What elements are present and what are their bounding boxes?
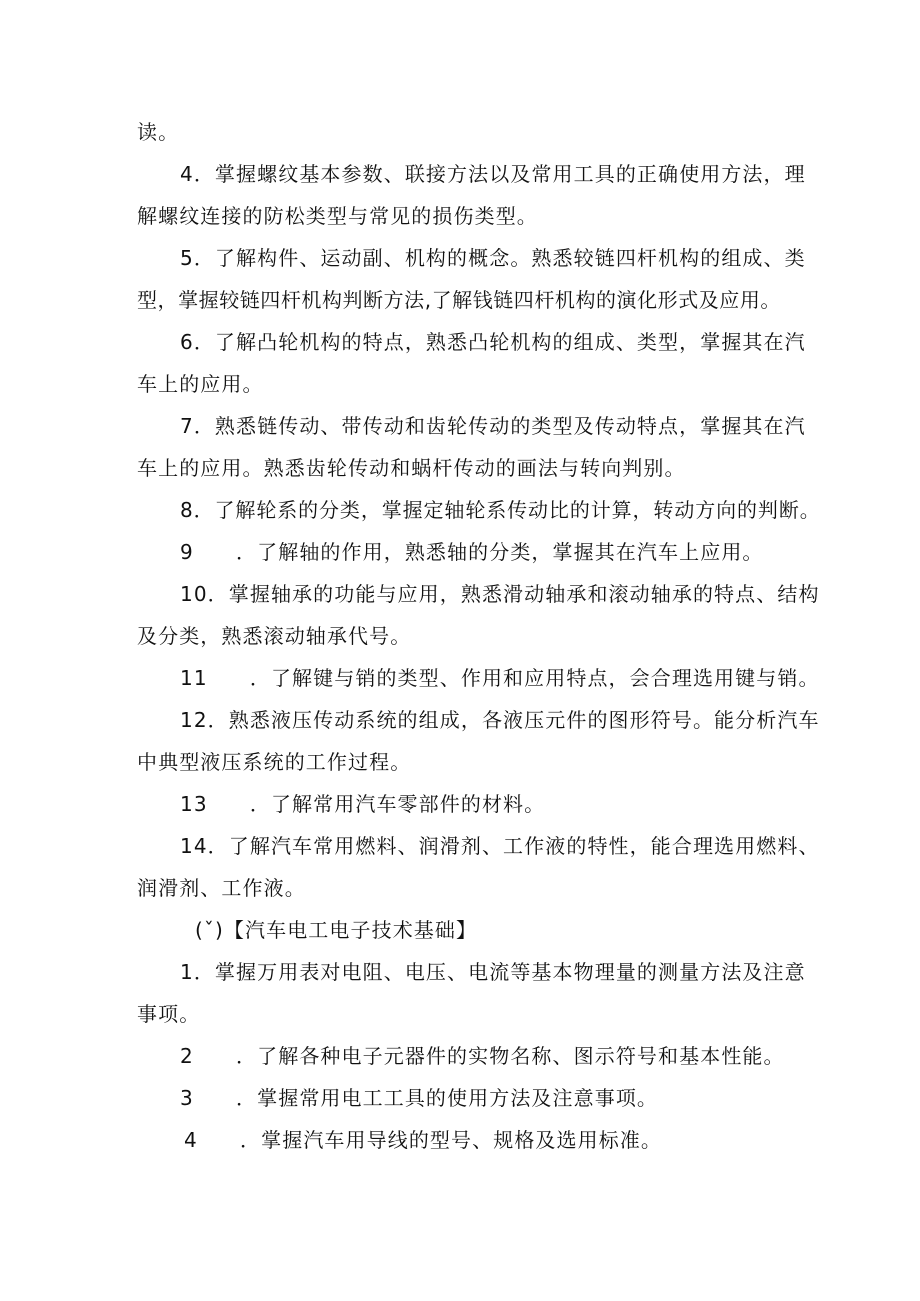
- text-line: 型，掌握较链四杆机构判断方法,了解钱链四杆机构的演化形式及应用。: [137, 288, 781, 312]
- list-item-10: 10．掌握轴承的功能与应用，熟悉滑动轴承和滚动轴承的特点、结构: [180, 582, 820, 606]
- text-line: 读。: [137, 120, 180, 144]
- text-line: 解螺纹连接的防松类型与常见的损伤类型。: [137, 204, 538, 228]
- list-item-11: 11 ．了解键与销的类型、作用和应用特点，会合理选用键与销。: [180, 666, 820, 690]
- text-line: 中典型液压系统的工作过程。: [137, 750, 412, 774]
- section-heading: (ˇ)【汽车电工电子技术基础】: [195, 918, 478, 942]
- list-item-9: 9 ．了解轴的作用，熟悉轴的分类，掌握其在汽车上应用。: [180, 540, 764, 564]
- list-item-5: 5．了解构件、运动副、机构的概念。熟悉较链四杆机构的组成、类: [180, 246, 806, 270]
- text-line: 车上的应用。: [137, 372, 264, 396]
- list-item-12: 12．熟悉液压传动系统的组成，各液压元件的图形符号。能分析汽车: [180, 708, 820, 732]
- list-item-4: 4．掌握螺纹基本参数、联接方法以及常用工具的正确使用方法，理: [180, 162, 806, 186]
- list-item-1: 1．掌握万用表对电阻、电压、电流等基本物理量的测量方法及注意: [180, 960, 806, 984]
- text-line: 润滑剂、工作液。: [137, 876, 306, 900]
- list-item-4b: 4 ．掌握汽车用导线的型号、规格及选用标准。: [184, 1128, 663, 1152]
- list-item-14: 14．了解汽车常用燃料、润滑剂、工作液的特性，能合理选用燃料、: [180, 834, 820, 858]
- list-item-13: 13 ．了解常用汽车零部件的材料。: [180, 792, 546, 816]
- text-line: 车上的应用。熟悉齿轮传动和蜗杆传动的画法与转向判别。: [137, 456, 686, 480]
- list-item-8: 8．了解轮系的分类，掌握定轴轮系传动比的计算，转动方向的判断。: [180, 498, 821, 522]
- list-item-6: 6．了解凸轮机构的特点，熟悉凸轮机构的组成、类型，掌握其在汽: [180, 330, 806, 354]
- text-line: 及分类，熟悉滚动轴承代号。: [137, 624, 412, 648]
- list-item-7: 7．熟悉链传动、带传动和齿轮传动的类型及传动特点，掌握其在汽: [180, 414, 806, 438]
- text-line: 事项。: [137, 1002, 201, 1026]
- list-item-3: 3 ．掌握常用电工工具的使用方法及注意事项。: [180, 1086, 659, 1110]
- list-item-2: 2 ．了解各种电子元器件的实物名称、图示符号和基本性能。: [180, 1044, 785, 1068]
